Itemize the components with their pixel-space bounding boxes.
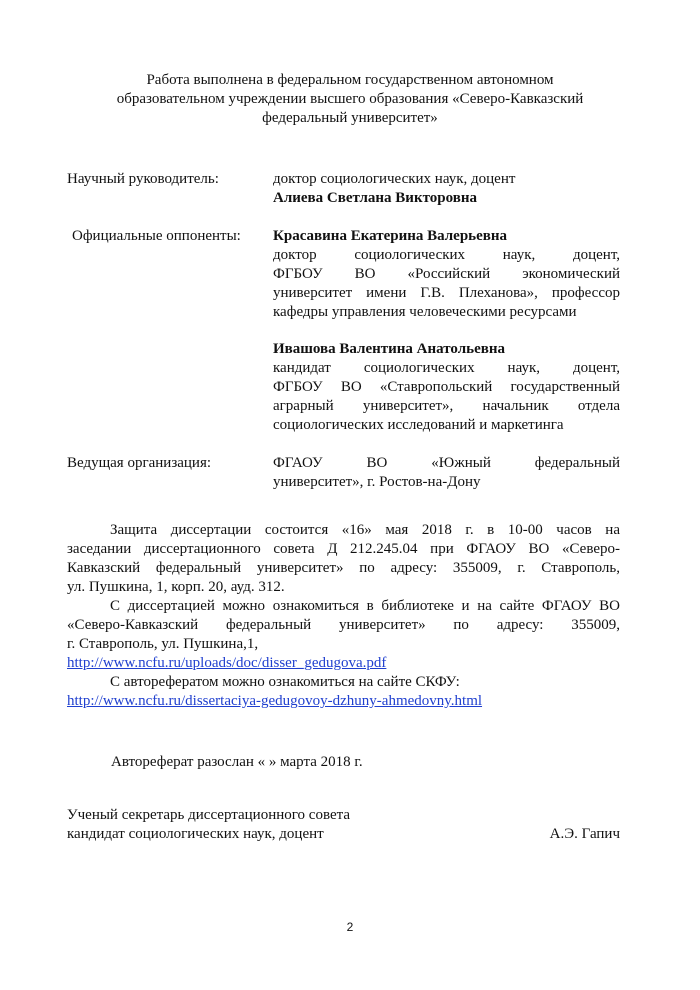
library-paragraph (67, 597, 620, 673)
opponent-1-line-2: ФГБОУ ВО «Российский экономический (273, 266, 620, 282)
library-line-3: г. Ставрополь, ул. Пушкина,1, (67, 636, 259, 652)
supervisor-degree: доктор социологических наук, доцент (273, 171, 516, 187)
abstract-line: С авторефератом можно ознакомиться на сайте СКФУ: (110, 674, 460, 690)
opponent-2-line-2: ФГБОУ ВО «Ставропольский государственный (273, 379, 620, 395)
header-line-2: образовательном учреждении высшего образования «Северо-Кавказский (116, 91, 584, 107)
supervisor-block (273, 170, 620, 208)
secretary-title: Ученый секретарь диссертационного совета (67, 807, 350, 823)
opponent-1-block (273, 227, 620, 322)
abstract-link-line (67, 692, 620, 711)
supervisor-label: Научный руководитель: (67, 171, 219, 187)
dissertation-pdf-link[interactable]: http://www.ncfu.ru/uploads/doc/disser_gedugova.pdf (67, 655, 387, 671)
header-line-3: федеральный университет» (262, 110, 438, 126)
abstract-page-link[interactable]: http://www.ncfu.ru/dissertaciya-gedugovoy-dzhuny-ahmedovny.html (67, 693, 483, 709)
leading-org-block (273, 454, 620, 492)
opponent-1-line-3: университет имени Г.В. Плеханова», профессор (273, 285, 620, 301)
abstract-paragraph (67, 673, 620, 711)
signature-row-1 (67, 806, 620, 825)
opponent-2-line-3: аграрный университет», начальник отдела (273, 398, 620, 414)
defense-line-1: Защита диссертации состоится «16» мая 2018 г. в 10-00 часов на (110, 522, 620, 538)
defense-line-2: заседании диссертационного совета Д 212.245.04 при ФГАОУ ВО «Северо- (67, 541, 620, 557)
leading-org-line-2: университет», г. Ростов-на-Дону (273, 474, 481, 490)
defense-line-4: ул. Пушкина, 1, корп. 20, ауд. 312. (67, 579, 285, 595)
secretary-degree: кандидат социологических наук, доцент (67, 826, 324, 842)
secretary-name: А.Э. Гапич (549, 826, 620, 842)
page-number: 2 (346, 920, 354, 934)
library-line-1: С диссертацией можно ознакомиться в библиотеке и на сайте ФГАОУ ВО (110, 598, 620, 614)
opponent-2-name: Ивашова Валентина Анатольевна (273, 341, 505, 357)
leading-org-label: Ведущая организация: (67, 455, 212, 471)
signature-block (67, 806, 620, 844)
opponent-2-line-4: социологических исследований и маркетинга (273, 417, 564, 433)
signature-row-2 (67, 825, 620, 844)
opponent-2-line-1: кандидат социологических наук, доцент, (273, 360, 620, 376)
abstract-sent-line: Автореферат разослан « » марта 2018 г. (111, 754, 363, 770)
opponent-1-line-1: доктор социологических наук, доцент, (273, 247, 620, 263)
supervisor-name: Алиева Светлана Викторовна (273, 190, 477, 206)
opponent-1-line-4: кафедры управления человеческими ресурсами (273, 304, 577, 320)
opponent-2-block (273, 340, 620, 435)
leading-org-line-1: ФГАОУ ВО «Южный федеральный (273, 455, 620, 471)
defense-paragraph (67, 521, 620, 597)
defense-line-3: Кавказский федеральный университет» по адресу: 355009, г. Ставрополь, (67, 560, 620, 576)
header-block (70, 71, 630, 128)
library-link-line (67, 654, 620, 673)
opponent-1-name: Красавина Екатерина Валерьевна (273, 228, 508, 244)
header-line-1: Работа выполнена в федеральном государственном автономном (146, 72, 554, 88)
library-line-2: «Северо-Кавказский федеральный университет» по адресу: 355009, (67, 617, 620, 633)
opponents-label: Официальные оппоненты: (72, 228, 241, 244)
